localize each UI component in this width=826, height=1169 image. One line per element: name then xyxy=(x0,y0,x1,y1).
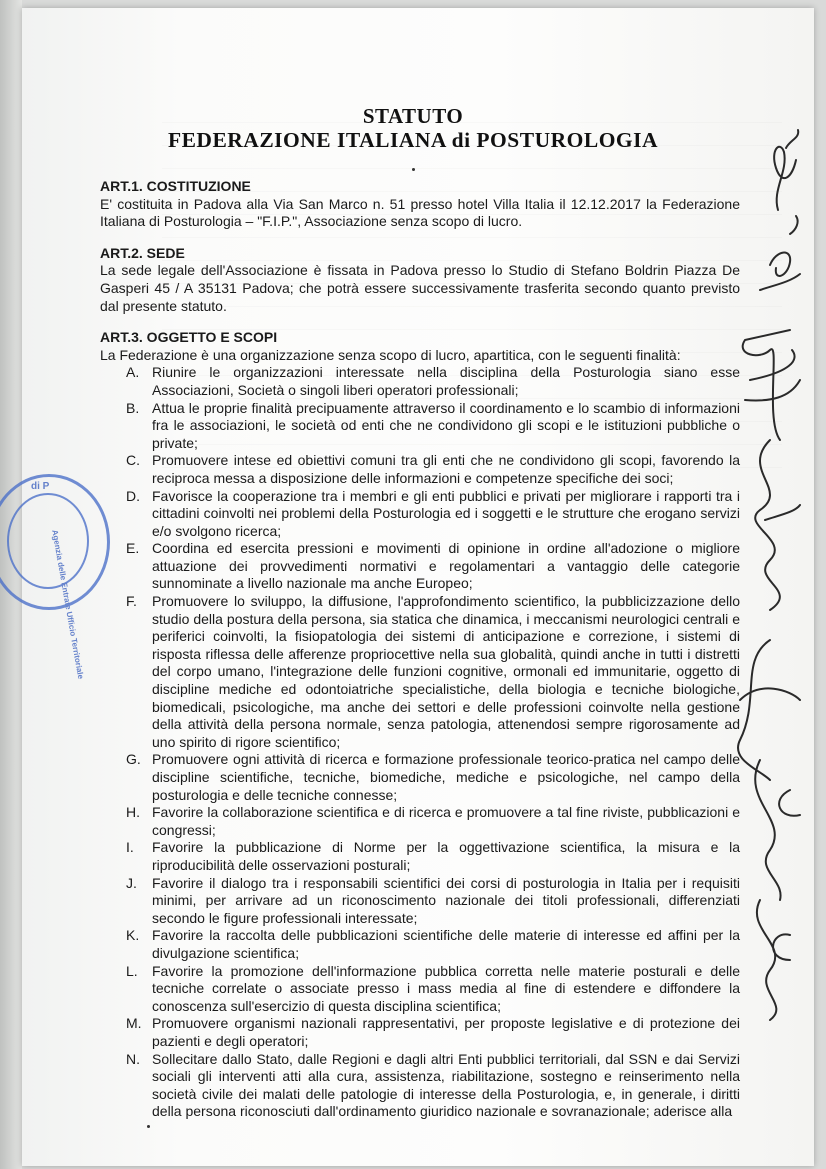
list-item-letter: C. xyxy=(126,452,140,469)
list-item xyxy=(100,364,740,399)
list-item xyxy=(100,1015,740,1050)
list-item-text: Promuovere ogni attività di ricerca e formazione professionale teorico-pratica nel campo delle discipline scientifiche, tecniche, biomediche, mediche e psicologiche, nel campo della posturologia e delle tecniche connesse; xyxy=(152,751,740,803)
list-item-text: Coordina ed esercita pressioni e movimenti di opinione in ordine all'adozione o migliore attuazione dei provvedimenti normativi e regolamentari a vantaggio delle categorie sunnominate a livello nazionale ma anche Europeo; xyxy=(152,540,740,592)
list-item-letter: I. xyxy=(126,839,134,856)
list-item xyxy=(100,593,740,751)
art3-item-list xyxy=(100,364,740,1121)
art1-text: E' costituita in Padova alla Via San Marco n. 51 presso hotel Villa Italia il 12.12.2017 la Federazione Italiana di Posturologia – "F.I.P.", Associazione senza scopo di lucro. xyxy=(100,195,740,230)
list-item-letter: B. xyxy=(126,399,140,416)
list-item-text: Promuovere lo sviluppo, la diffusione, l'approfondimento scientifico, la pubblicizzazione dello studio della postura della persona, sia statica che dinamica, i meccanismi neurologici centrali e periferici coinvolti, la fisiopatologia dei sistemi di anticipazione e correzione, i sistemi di risposta riflessa delle afferenze propriocettive nella sua globalità, quindi anche in tutti i distretti del corpo umano, l'integrazione delle funzioni cognitive, ormonali ed immunitarie, oggetto di discipline mediche ed odontoiatriche specialistiche, della biologia e tecniche biologiche, biomedicali, psicologiche, ma anche dei settori e delle professioni coinvolte nella gestione della attività della persona normale, senza patologia, attenendosi sempre rigorosamente ad uno spirito di rigore scientifico; xyxy=(152,593,740,750)
list-item xyxy=(100,751,740,804)
list-item xyxy=(100,488,740,541)
art2-heading: ART.2. SEDE xyxy=(100,244,185,261)
list-item-text: Favorire la collaborazione scientifica e di ricerca e promuovere a tal fine riviste, pubblicazioni e congressi; xyxy=(152,804,740,838)
list-item-letter: L. xyxy=(126,962,138,979)
list-item-text: Sollecitare dallo Stato, dalle Regioni e dagli altri Enti pubblici territoriali, dal SSN e dai Servizi sociali gli interventi atti alla cura, assistenza, riabilitazione, sostegno e reinserimento nella società civile dei malati delle patologie di interesse della Posturologia, e, in generale, i diritti della persona riconosciuti dall'ordinamento giuridico nazionale e sovranazionale; aderisce alla xyxy=(152,1050,740,1120)
list-item-text: Favorire la pubblicazione di Norme per la oggettivazione scientifica, la misura e la riproducibilità delle osservazioni posturali; xyxy=(152,839,740,873)
scan-speck xyxy=(412,168,415,171)
list-item xyxy=(100,804,740,839)
list-item-letter: A. xyxy=(126,364,140,381)
list-item-text: Favorire il dialogo tra i responsabili scientifici dei corsi di posturologia in Italia per i requisiti minimi, per arrivare ad un riconoscimento nazionale dei titoli professionali, differenziati secondo le figure professionali interessate; xyxy=(152,874,740,926)
art3-intro: La Federazione è una organizzazione senza scopo di lucro, apartitica, con le seguenti finalità: xyxy=(100,346,681,363)
document-body xyxy=(100,178,740,1121)
stamp-side-text: Agenzia delle Entrate Ufficio Territoriale xyxy=(50,529,86,680)
list-item xyxy=(100,839,740,874)
list-item-letter: M. xyxy=(126,1015,142,1032)
art3-heading: ART.3. OGGETTO E SCOPI xyxy=(100,329,278,346)
list-item-text: Favorire la promozione dell'informazione pubblica corretta nelle materie posturali e delle tecniche correlate o associate presso i mass media al fine di estendere e diffondere la conoscenza sull'esercizio di questa disciplina scientifica; xyxy=(152,962,740,1014)
stamp-inner-ring xyxy=(7,493,89,589)
list-item-text: Favorire la raccolta delle pubblicazioni scientifiche delle materie di interesse ed affini per la divulgazione scientifica; xyxy=(152,927,740,961)
scan-speck xyxy=(147,1125,150,1128)
list-item-letter: E. xyxy=(126,540,140,557)
art1-heading: ART.1. COSTITUZIONE xyxy=(100,178,251,194)
list-item xyxy=(100,963,740,1016)
list-item xyxy=(100,540,740,593)
list-item-text: Favorisce la cooperazione tra i membri e gli enti pubblici e privati per migliorare i rapporti tra i cittadini coinvolti nei problemi della Posturologia ed i soggetti e le strutture che erogano servizi e/o svolgono ricerca; xyxy=(152,487,740,539)
document-subtitle: FEDERAZIONE ITALIANA di POSTUROLOGIA xyxy=(167,128,659,152)
list-item xyxy=(100,1051,740,1121)
list-item xyxy=(100,927,740,962)
list-item-text: Riunire le organizzazioni interessate nella disciplina della Posturologia siano esse Associazioni, Società o singoli liberi operatori professionali; xyxy=(152,364,740,398)
list-item-text: Promuovere organismi nazionali rappresentativi, per proposte legislative e di protezione dei pazienti e degli operatori; xyxy=(152,1015,740,1049)
list-item-letter: F. xyxy=(126,593,137,610)
list-item-letter: K. xyxy=(126,927,140,944)
list-item-text: Attua le proprie finalità precipuamente attraverso il coordinamento e lo scambio di informazioni fra le associazioni, le società od enti che ne condividono gli scopi e le istituzioni pubbliche o private; xyxy=(152,399,740,451)
list-item-text: Promuovere intese ed obiettivi comuni tra gli enti che ne condividono gli scopi, favorendo la reciproca messa a disposizione delle informazioni e competenze specifiche dei soci; xyxy=(152,452,740,486)
list-item-letter: J. xyxy=(126,874,137,891)
list-item xyxy=(100,400,740,453)
list-item-letter: G. xyxy=(126,751,141,768)
art2-text: La sede legale dell'Associazione è fissata in Padova presso lo Studio di Stefano Boldrin Piazza De Gasperi 45 / A 35131 Padova; che potrà essere successivamente trasferita secondo quanto previsto dal presente statuto. xyxy=(100,262,740,314)
document-title: STATUTO xyxy=(362,104,464,128)
list-item xyxy=(100,452,740,487)
stamp-top-text: di P xyxy=(31,481,50,492)
list-item-letter: H. xyxy=(126,804,140,821)
list-item xyxy=(100,875,740,928)
list-item-letter: N. xyxy=(126,1050,140,1067)
list-item-letter: D. xyxy=(126,487,140,504)
